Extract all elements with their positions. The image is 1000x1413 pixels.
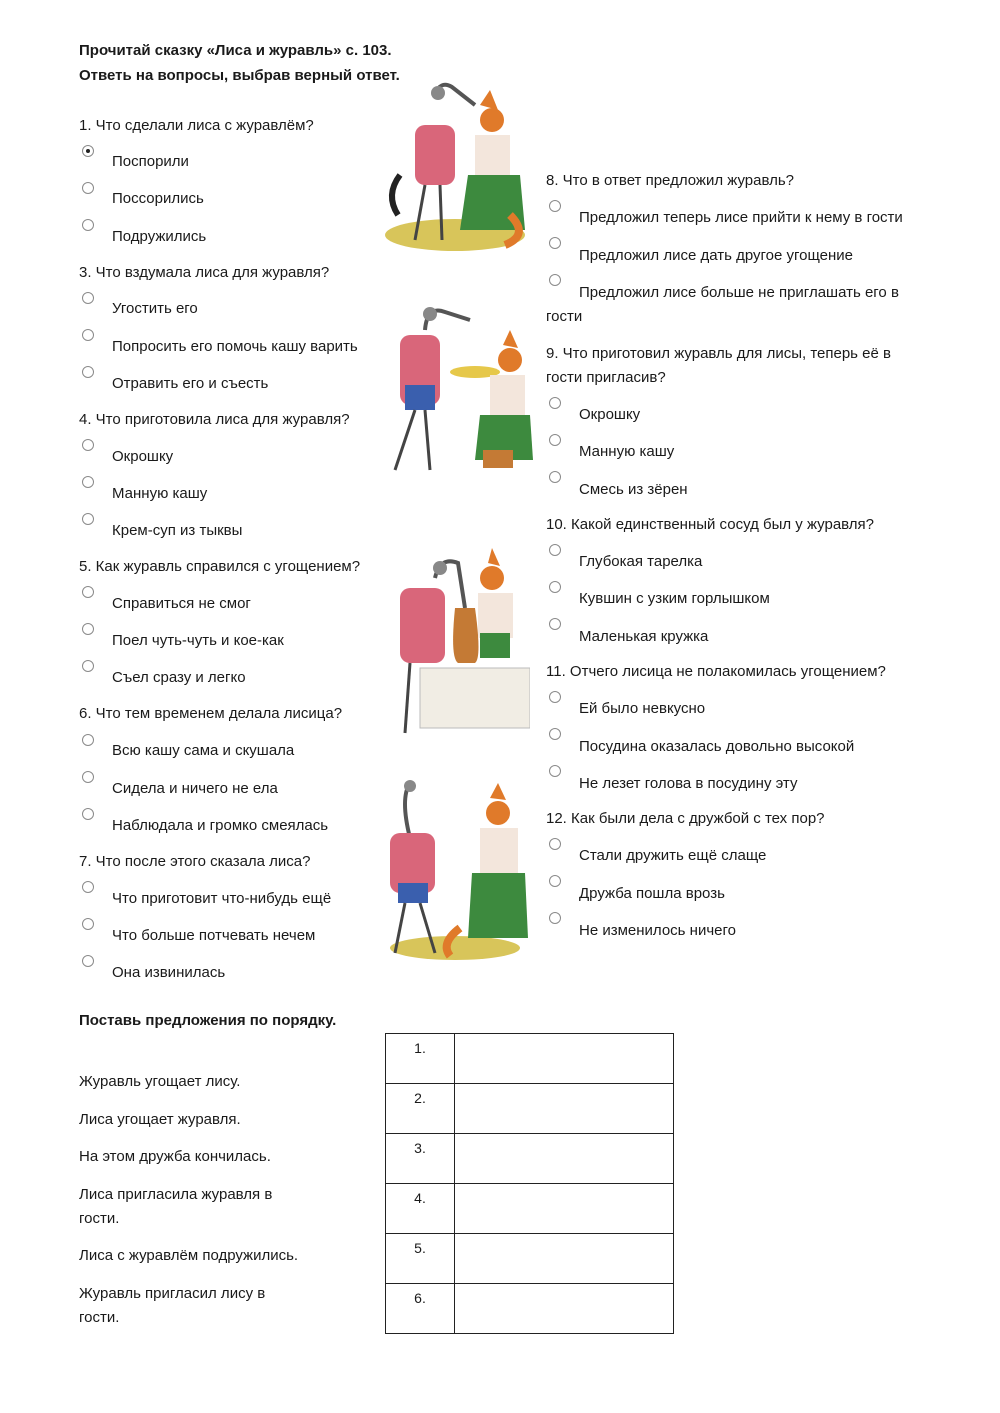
radio-option[interactable] — [82, 145, 94, 157]
question-text: 5. Как журавль справился с угощением? — [79, 558, 361, 575]
sentence-text: Журавль угощает лису. — [79, 1073, 241, 1090]
order-answer-cell[interactable] — [455, 1084, 674, 1134]
order-number: 1. — [386, 1034, 455, 1084]
sentence-text: На этом дружба кончилась. — [79, 1148, 271, 1165]
radio-option[interactable] — [82, 734, 94, 746]
option-label: Что приготовит что-нибудь ещё — [112, 890, 332, 907]
radio-option[interactable] — [549, 274, 561, 286]
option-label: Поел чуть-чуть и кое-как — [112, 632, 284, 649]
option-label: Съел сразу и легко — [112, 669, 246, 686]
option-label: Наблюдала и громко смеялась — [112, 817, 329, 834]
option-label: Что больше потчевать нечем — [112, 927, 316, 944]
option-label: Справиться не смог — [112, 595, 251, 612]
radio-option[interactable] — [82, 329, 94, 341]
illustration-crane-with-jug — [380, 548, 530, 738]
order-number: 4. — [386, 1184, 455, 1234]
radio-option[interactable] — [82, 586, 94, 598]
option-label: Смесь из зёрен — [579, 481, 688, 498]
radio-option[interactable] — [549, 237, 561, 249]
question-text: 3. Что вздумала лиса для журавля? — [79, 264, 330, 281]
radio-option[interactable] — [82, 366, 94, 378]
radio-option[interactable] — [549, 434, 561, 446]
order-answer-cell[interactable] — [455, 1234, 674, 1284]
order-sentence — [79, 1244, 319, 1268]
order-row — [386, 1034, 674, 1084]
option-label: Манную кашу — [112, 485, 208, 502]
radio-option[interactable] — [549, 544, 561, 556]
question-text: 4. Что приготовила лиса для журавля? — [79, 411, 350, 428]
option-label: Предложил лисе дать другое угощение — [579, 247, 853, 264]
radio-option[interactable] — [82, 219, 94, 231]
option-label: Посудина оказалась довольно высокой — [579, 738, 855, 755]
option-label: Предложил лисе больше не приглашать его в — [579, 284, 899, 301]
radio-option[interactable] — [82, 808, 94, 820]
option-label: Дружба пошла врозь — [579, 885, 725, 902]
sentence-text: Лиса угощает журавля. — [79, 1111, 241, 1128]
sentence-text: гости. — [79, 1309, 120, 1326]
order-answer-cell[interactable] — [455, 1034, 674, 1084]
radio-option[interactable] — [549, 838, 561, 850]
radio-option[interactable] — [549, 691, 561, 703]
option-label: Стали дружить ещё слаще — [579, 847, 767, 864]
instruction-line-2: Ответь на вопросы, выбрав верный ответ. — [79, 67, 400, 84]
radio-option[interactable] — [82, 918, 94, 930]
option-label: Угостить его — [112, 300, 198, 317]
option-label: Маленькая кружка — [579, 628, 709, 645]
order-number: 6. — [386, 1284, 455, 1334]
order-number: 2. — [386, 1084, 455, 1134]
order-number: 5. — [386, 1234, 455, 1284]
order-sentence — [79, 1070, 319, 1094]
order-row — [386, 1134, 674, 1184]
option-label: Попросить его помочь кашу варить — [112, 338, 358, 355]
option-label: Манную кашу — [579, 443, 675, 460]
radio-option[interactable] — [82, 182, 94, 194]
question-text: 6. Что тем временем делала лисица? — [79, 705, 343, 722]
option-label: Всю кашу сама и скушала — [112, 742, 295, 759]
sentence-text: Журавль пригласил лису в — [79, 1285, 266, 1302]
order-row — [386, 1284, 674, 1334]
order-number: 3. — [386, 1134, 455, 1184]
option-label: Окрошку — [112, 448, 174, 465]
option-label: Кувшин с узким горлышком — [579, 590, 770, 607]
option-label: Окрошку — [579, 406, 641, 423]
order-table — [385, 1033, 674, 1334]
radio-option[interactable] — [549, 875, 561, 887]
option-label: Ей было невкусно — [579, 700, 706, 717]
radio-option[interactable] — [82, 881, 94, 893]
order-sentence — [79, 1282, 319, 1330]
radio-option[interactable] — [549, 765, 561, 777]
option-label: Сидела и ничего не ела — [112, 780, 278, 797]
radio-option[interactable] — [82, 476, 94, 488]
order-row — [386, 1084, 674, 1134]
question-text: 12. Как были дела с дружбой с тех пор? — [546, 810, 825, 827]
option-label: Не изменилось ничего — [579, 922, 736, 939]
radio-option[interactable] — [549, 581, 561, 593]
radio-option[interactable] — [82, 439, 94, 451]
question-text-continuation: гости пригласив? — [546, 369, 666, 386]
option-label: Она извинилась — [112, 964, 226, 981]
radio-option[interactable] — [549, 618, 561, 630]
radio-option[interactable] — [82, 660, 94, 672]
radio-option[interactable] — [82, 513, 94, 525]
order-row — [386, 1234, 674, 1284]
option-label-continuation: гости — [546, 308, 583, 325]
radio-option[interactable] — [549, 471, 561, 483]
option-label: Крем-суп из тыквы — [112, 522, 243, 539]
option-label: Не лезет голова в посудину эту — [579, 775, 798, 792]
order-sentence — [79, 1183, 319, 1231]
question-text: 9. Что приготовил журавль для лисы, теперь её в — [546, 345, 891, 362]
option-label: Подружились — [112, 228, 207, 245]
radio-option[interactable] — [82, 292, 94, 304]
question-text: 8. Что в ответ предложил журавль? — [546, 172, 794, 189]
order-answer-cell[interactable] — [455, 1134, 674, 1184]
radio-option[interactable] — [82, 623, 94, 635]
question-text: 7. Что после этого сказала лиса? — [79, 853, 311, 870]
question-text: 10. Какой единственный сосуд был у журавля? — [546, 516, 875, 533]
question-text: 1. Что сделали лиса с журавлём? — [79, 117, 314, 134]
order-answer-cell[interactable] — [455, 1284, 674, 1334]
option-label: Поспорили — [112, 153, 189, 170]
sentence-text: Лиса пригласила журавля в — [79, 1186, 273, 1203]
radio-option[interactable] — [549, 200, 561, 212]
radio-option[interactable] — [549, 728, 561, 740]
question-text: 11. Отчего лисица не полакомилась угощением? — [546, 663, 886, 680]
radio-option[interactable] — [549, 397, 561, 409]
option-label: Предложил теперь лисе прийти к нему в гости — [579, 209, 903, 226]
illustration-fox-serving-porridge — [385, 300, 535, 480]
order-row — [386, 1184, 674, 1234]
option-label: Глубокая тарелка — [579, 553, 703, 570]
illustration-fox-and-crane-parting — [380, 778, 530, 963]
order-section-title: Поставь предложения по порядку. — [79, 1012, 337, 1029]
illustration-fox-and-crane-meeting — [380, 75, 530, 255]
order-sentence — [79, 1108, 319, 1132]
instruction-line-1: Прочитай сказку «Лиса и журавль» с. 103. — [79, 42, 392, 59]
radio-option[interactable] — [82, 955, 94, 967]
order-sentence — [79, 1145, 319, 1169]
option-label: Отравить его и съесть — [112, 375, 269, 392]
radio-option[interactable] — [549, 912, 561, 924]
order-answer-cell[interactable] — [455, 1184, 674, 1234]
sentence-text: гости. — [79, 1210, 120, 1227]
radio-option[interactable] — [82, 771, 94, 783]
option-label: Поссорились — [112, 190, 204, 207]
sentence-text: Лиса с журавлём подружились. — [79, 1247, 299, 1264]
